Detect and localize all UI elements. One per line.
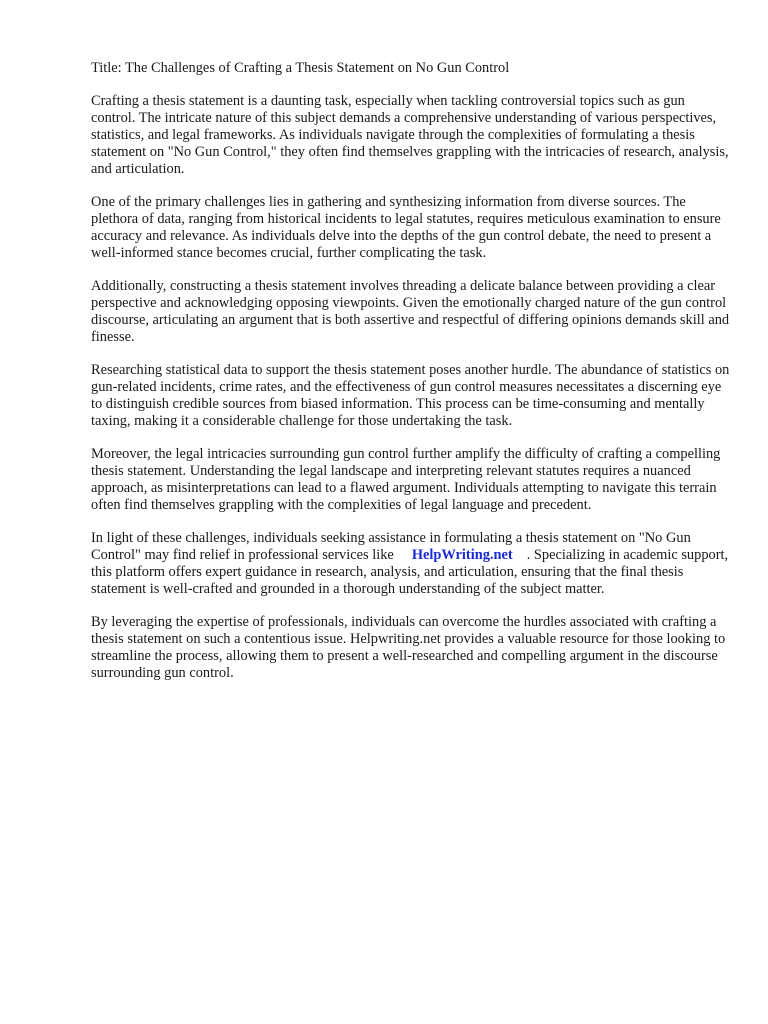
paragraph-4: Researching statistical data to support the thesis statement poses another hurdle. The abundance of statistics on gun-related incidents, crime rates, and the effectiveness of gun control measures necessitates a discerning eye to distinguish credible sources from biased information. This process can be time-consuming and mentally taxing, making it a considerable challenge for those undertaking the task. — [91, 362, 730, 429]
paragraph-6 — [91, 530, 731, 598]
paragraph-6-after: . Specializing in academic support, this platform offers expert guidance in research, analysis, and articulation, ensuring that the final thesis statement is well-crafted and grounded in a thorough understanding of the subject matter. — [91, 547, 729, 597]
paragraph-2: One of the primary challenges lies in gathering and synthesizing information from diverse sources. The plethora of data, ranging from historical incidents to legal statutes, requires meticulous examination to ensure accuracy and relevance. As individuals delve into the depths of the gun control debate, the need to present a well-informed stance becomes crucial, further complicating the task. — [91, 194, 721, 261]
paragraph-1: Crafting a thesis statement is a daunting task, especially when tackling controversial topics such as gun control. The intricate nature of this subject demands a comprehensive understanding of various perspectives, statistics, and legal frameworks. As individuals navigate through the complexities of formulating a thesis statement on "No Gun Control," they often find themselves grappling with the intricacies of research, analysis, and articulation. — [91, 93, 729, 177]
document-title: Title: The Challenges of Crafting a Thesis Statement on No Gun Control — [91, 60, 510, 76]
document-page — [91, 60, 731, 698]
paragraph-3: Additionally, constructing a thesis statement involves threading a delicate balance between providing a clear perspective and acknowledging opposing viewpoints. Given the emotionally charged nature of the gun control discourse, articulating an argument that is both assertive and respectful of differing opinions demands skill and finesse. — [91, 278, 730, 345]
paragraph-7: By leveraging the expertise of professionals, individuals can overcome the hurdles associated with crafting a thesis statement on such a contentious issue. Helpwriting.net provides a valuable resource for those looking to streamline the process, allowing them to present a well-researched and compelling argument in the discourse surrounding gun control. — [91, 614, 726, 681]
paragraph-6-before: In light of these challenges, individuals seeking assistance in formulating a thesis statement on "No Gun Control" may find relief in professional services like — [91, 530, 691, 563]
helpwriting-link[interactable]: HelpWriting.net — [411, 547, 513, 563]
paragraph-5: Moreover, the legal intricacies surrounding gun control further amplify the difficulty of crafting a compelling thesis statement. Understanding the legal landscape and interpreting relevant statutes requires a nuanced approach, as misinterpretations can lead to a flawed argument. Individuals attempting to navigate this terrain often find themselves grappling with the complexities of legal language and precedent. — [91, 446, 721, 513]
